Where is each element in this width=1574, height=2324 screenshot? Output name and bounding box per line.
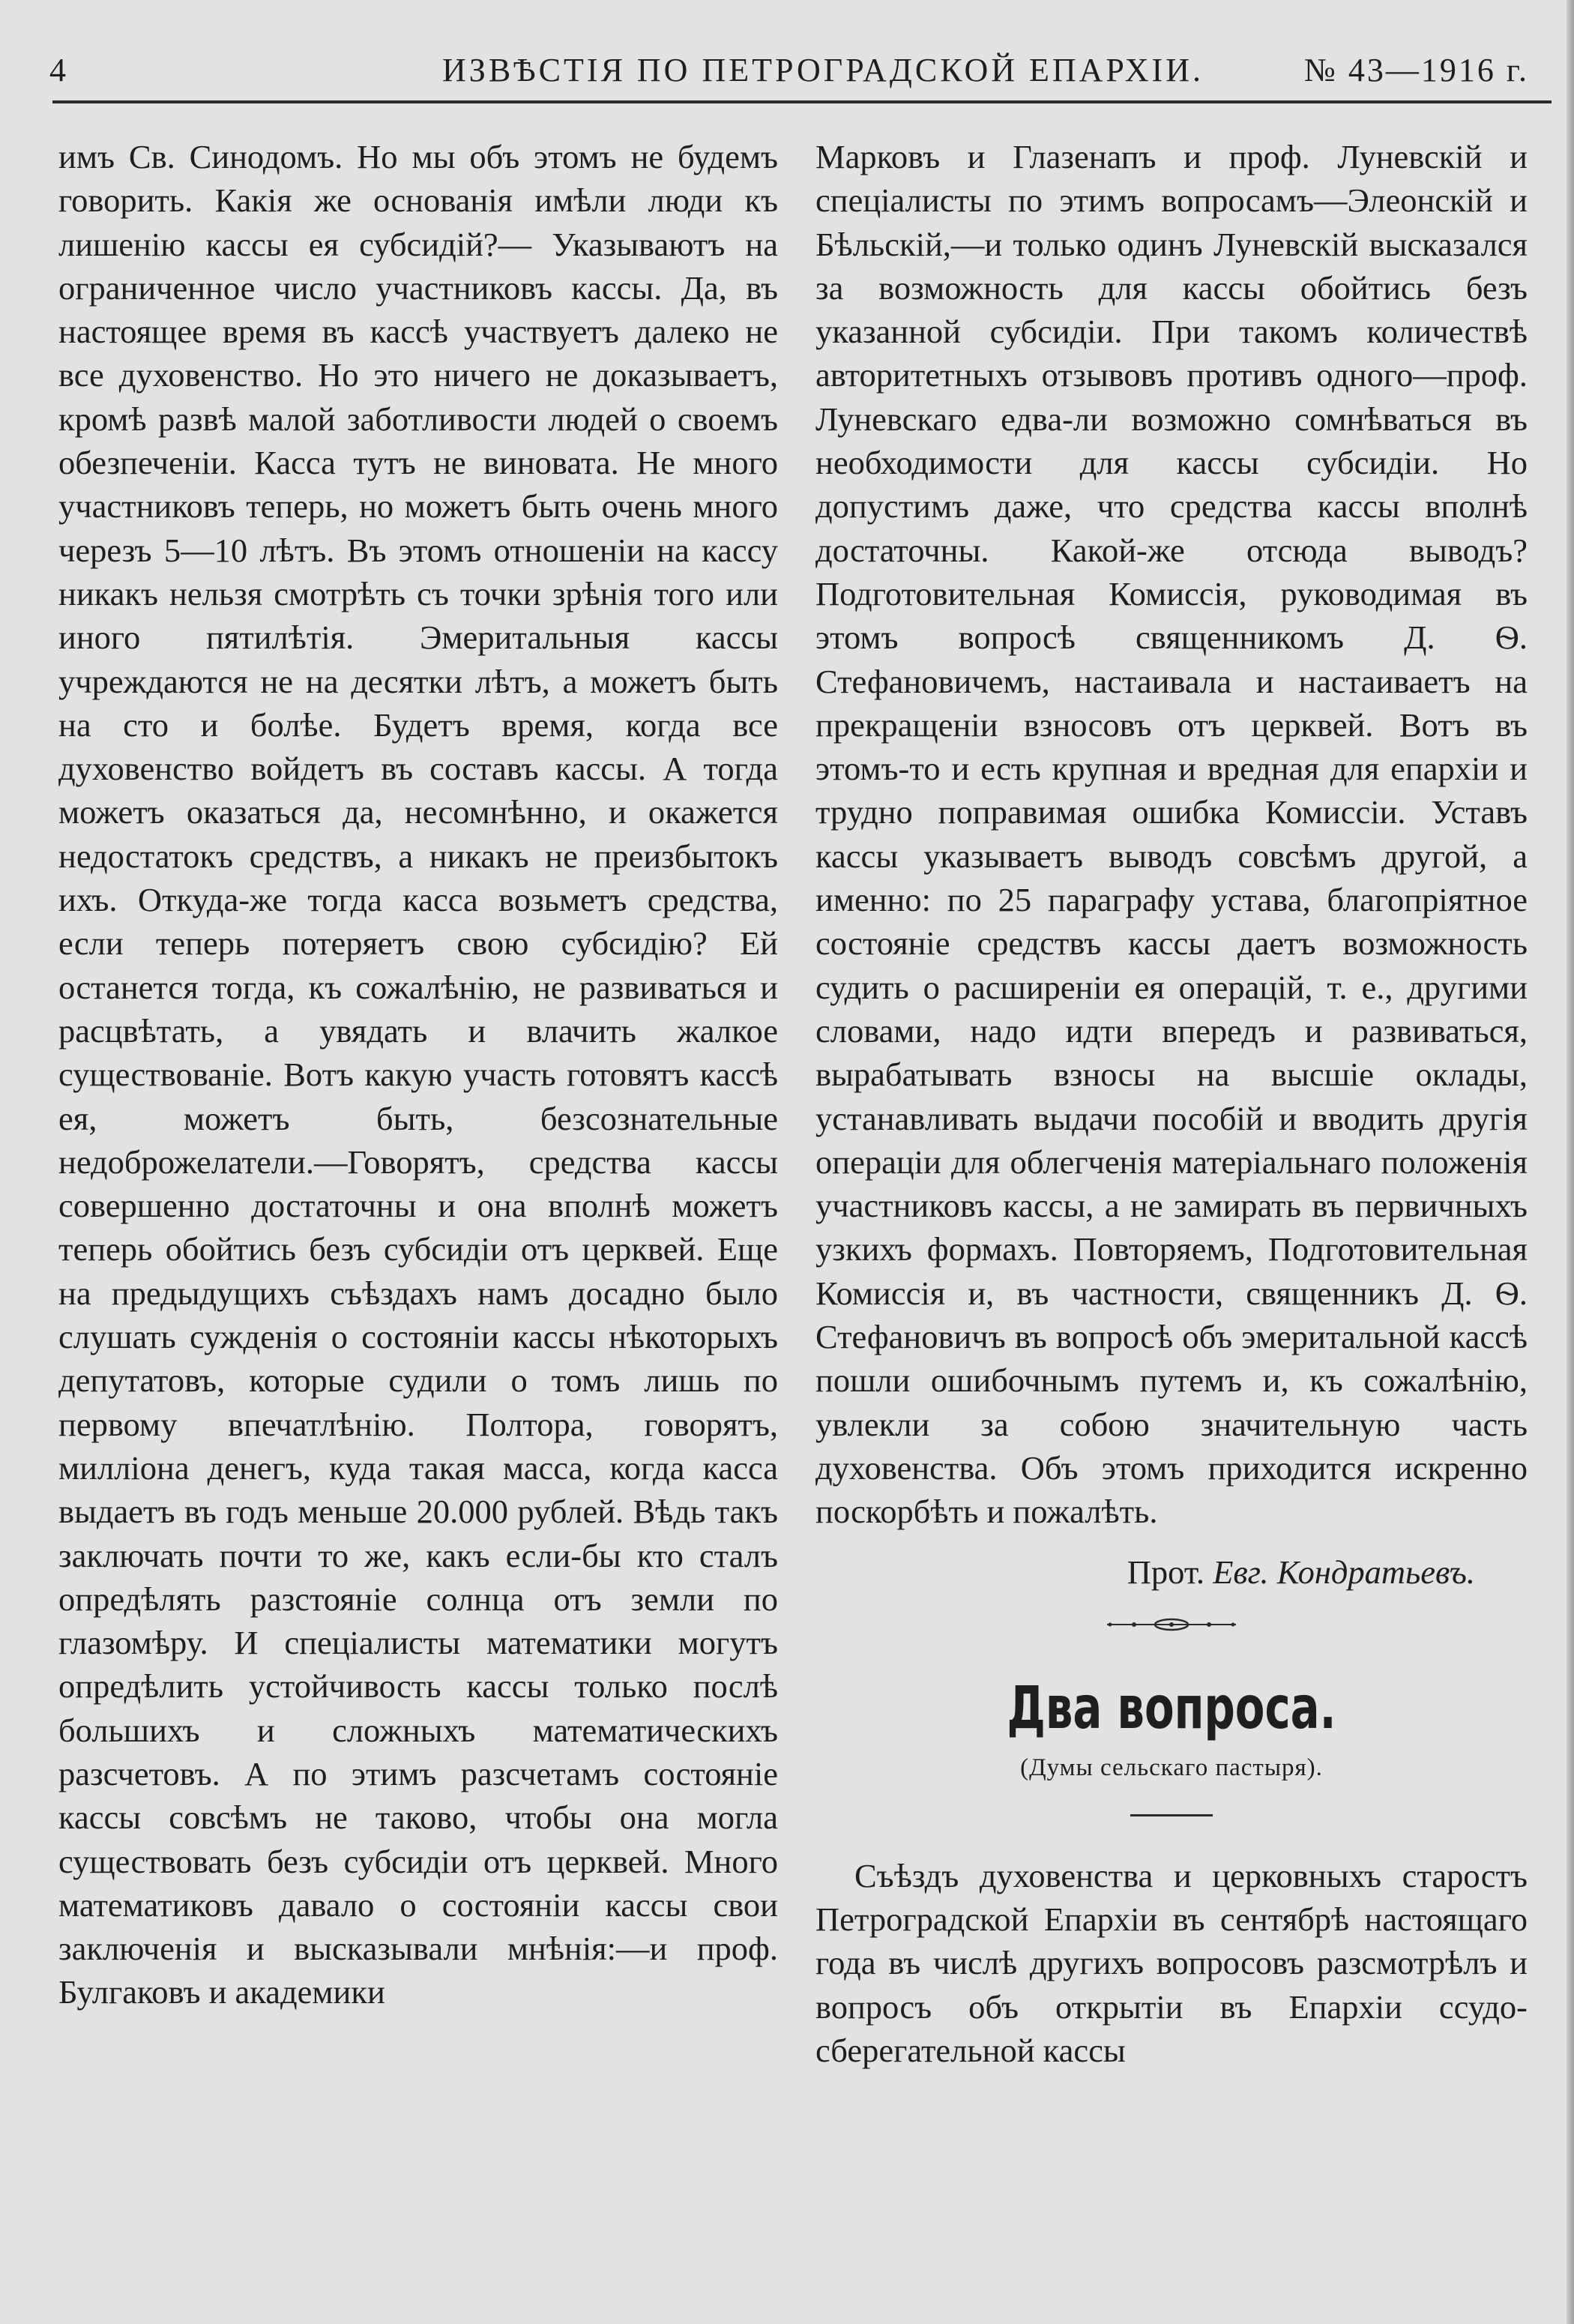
- author-signature: [815, 1550, 1528, 1594]
- article-subtitle: (Думы сельскаго пастыря).: [1020, 1753, 1323, 1781]
- ornament-icon: [1104, 1616, 1239, 1633]
- article-text: Съѣздъ духовенства и церковныхъ старостъ Петроградской Епархіи въ сентябрѣ настоящаго года въ числѣ другихъ вопросовъ разсмотрѣлъ и вопросъ объ открытіи въ Епархіи ссудо-сберегательной кассы: [815, 1856, 1528, 2069]
- issue-number: № 43—1916 г.: [1303, 52, 1529, 88]
- title-rule: [1130, 1814, 1213, 1816]
- left-column-text: имъ Св. Синодомъ. Но мы объ этомъ не будемъ говорить. Какія же основанія имѣли люди къ лишенію кассы ея субсидій?— Указываютъ на ограниченное число участниковъ кассы. Да, въ настоящее время въ кассѣ участвуетъ далеко не все духовенство. Но это ничего не доказываетъ, кромѣ развѣ малой заботливости людей о своемъ обезпеченіи. Касса тутъ не виновата. Не много участниковъ теперь, но можетъ быть очень много черезъ 5—10 лѣтъ. Въ этомъ отношеніи на кассу никакъ нельзя смотрѣть съ точки зрѣнія того или иного пятилѣтія. Эмеритальныя кассы учреждаются не на десятки лѣтъ, а можетъ быть на сто и болѣе. Будетъ время, когда все духовенство войдетъ въ составъ кассы. А тогда можетъ оказаться да, несомнѣнно, и окажется недостатокъ средствъ, а никакъ не преизбытокъ ихъ. Откуда-же тогда касса возьметъ средства, если теперь потеряетъ свою субсидію? Ей останется тогда, къ сожалѣнію, не развиваться и расцвѣтать, а увядать и влачить жалкое существованіе. Вотъ какую участь готовятъ кассѣ ея, можетъ быть, безсознательные недоброжелатели.—Говорятъ, средства кассы совершенно достаточны и она вполнѣ можетъ теперь обойтись безъ субсидіи отъ церквей. Еще на предыдущихъ съѣздахъ намъ досадно было слушать сужденія о состояніи кассы нѣкоторыхъ депутатовъ, которые судили о томъ лишь по первому впечатлѣнію. Полтора, говорятъ, милліона денегъ, куда такая масса, когда касса выдаетъ въ годъ меньше 20.000 рублей. Вѣдь такъ заключать почти то же, какъ если-бы кто сталъ опредѣлять разстояніе солнца отъ земли по глазомѣру. И спеціалисты математики могутъ опредѣлить устойчивость кассы только послѣ большихъ и сложныхъ математическихъ разсчетовъ. А по этимъ разсчетамъ состояніе кассы совсѣмъ не таково, чтобы она могла существовать безъ субсидіи отъ церквей. Много математиковъ давало о состояніи кассы свои заключенія и высказывали мнѣнія:—и проф. Булгаковъ и академики: [58, 138, 778, 2011]
- left-column: [58, 135, 778, 2014]
- right-column-text: Марковъ и Глазенапъ и проф. Луневскій и спеціалисты по этимъ вопросамъ—Элеонскій и Бѣльскій,—и только одинъ Луневскій высказался за возможность для кассы обойтись безъ указанной субсидіи. При такомъ количествѣ авторитетныхъ отзывовъ противъ одного—проф. Луневскаго едва-ли возможно сомнѣваться въ необходимости для кассы субсидіи. Но допустимъ даже, что средства кассы вполнѣ достаточны. Какой-же отсюда выводъ? Подготовительная Комиссія, руководимая въ этомъ вопросѣ священникомъ Д. Ѳ. Стефановичемъ, настаивала и настаиваетъ на прекращеніи взносовъ отъ церквей. Вотъ въ этомъ-то и есть крупная и вредная для епархіи и трудно поправимая ошибка Комиссіи. Уставъ кассы указываетъ выводъ совсѣмъ другой, а именно: по 25 параграфу устава, благопріятное состояніе средствъ кассы даетъ возможность судить о расширеніи ея операцій, т. е., другими словами, надо идти впередъ и развиваться, вырабатывать взносы на высшіе оклады, устанавливать выдачи пособій и вводить другія операціи для облегченія матеріальнаго положенія участниковъ кассы, а не замирать въ первичныхъ узкихъ формахъ. Повторяемъ, Подготовительная Комиссія и, въ частности, священникъ Д. Ѳ. Стефановичъ въ вопросѣ объ эмеритальной кассѣ пошли ошибочнымъ путемъ и, къ сожалѣнію, увлекли за собою значительную часть духовенства. Объ этомъ приходится искренно поскорбѣть и пожалѣть.: [815, 138, 1528, 1531]
- page-edge-shadow: [1567, 0, 1574, 2324]
- ornament-divider: [815, 1616, 1528, 1633]
- journal-title: ИЗВѢСТІЯ ПО ПЕТРОГРАДСКОЙ ЕПАРХІИ.: [442, 52, 1204, 88]
- article-title: Два вопроса.: [1007, 1674, 1336, 1742]
- signature-name: Евг. Кондратьевъ.: [1213, 1553, 1475, 1591]
- page-number: 4: [49, 52, 67, 88]
- signature-prefix: Прот.: [1127, 1553, 1205, 1591]
- header-rule: [52, 100, 1552, 103]
- right-column: [815, 135, 1528, 2072]
